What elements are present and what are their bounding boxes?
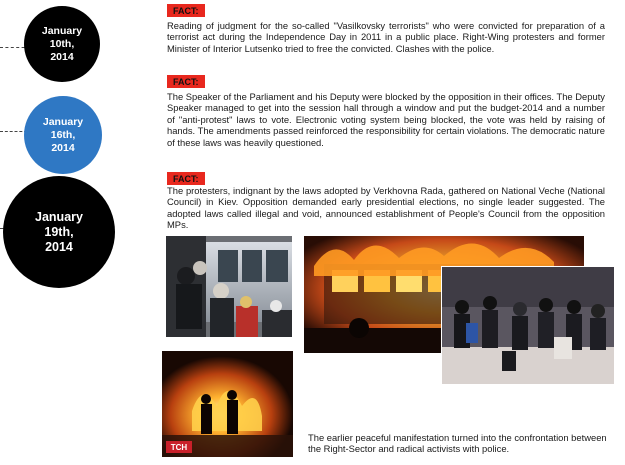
date-label: January 10th, 2014 [41, 24, 83, 63]
photo-fire-at-night [162, 351, 293, 457]
photo-caption: The earlier peaceful manifestation turned into the confrontation between the Right-Sector and radical activists with police. [308, 432, 607, 455]
fact-text-jan-16: The Speaker of the Parliament and his Deputy were blocked by the opposition in their offices. The Deputy Speaker managed to get into the session hall through a window and put the budget-2014 and a number of "anti-protest" laws to vote. Electronic voting system being blocked, the vote was held by raising of hands. The amendments passed reinforced the responsibility for certain violations. The democratic nature of these laws was heavily questioned. [167, 91, 605, 148]
date-label: January 16th, 2014 [42, 115, 84, 154]
date-circle-jan-19 [3, 176, 115, 288]
date-circle-jan-10 [24, 6, 100, 82]
fact-label-1: FACT: [167, 4, 205, 17]
fact-text-jan-19: The protesters, indignant by the laws adopted by Verkhovna Rada, gathered on National Veche (National Council) in Kiev. Opposition demanded early presidential elections, no single leader suggested. The adopted laws called illegal and void, announced establishment of People's Council from the opposition MPs. [167, 185, 605, 231]
fact-text-jan-10: Reading of judgment for the so-called "Vasilkovsky terrorists" who were convicted for preparation of a terrorist act during the Independence Day in 2011 in a public place. Right-Wing protesters and former Minister of Interior Lutsenko tried to free the convicted. Clashes with the police. [167, 20, 605, 54]
fact-label-2: FACT: [167, 75, 205, 88]
photo-protesters-at-bus [166, 236, 292, 337]
photo-riot-police-clash [441, 266, 615, 385]
tv-channel-logo: TCH [170, 443, 188, 452]
date-label: January 19th, 2014 [35, 209, 83, 254]
date-circle-jan-16 [24, 96, 102, 174]
fact-label-3: FACT: [167, 172, 205, 185]
